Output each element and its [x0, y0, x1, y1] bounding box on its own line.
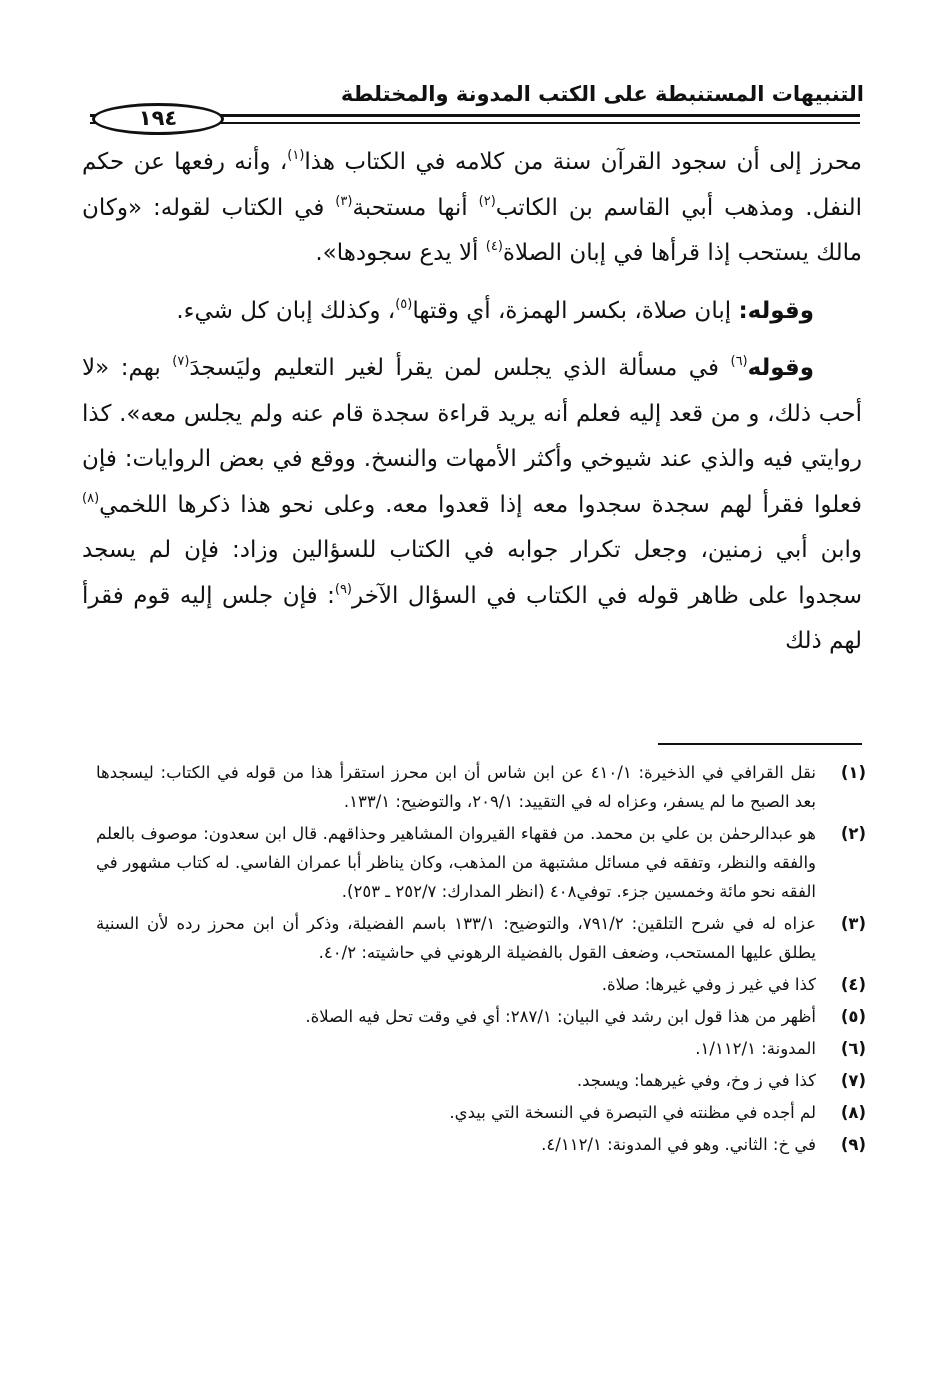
- footnote-ref: (٩): [334, 581, 352, 597]
- footnote-number: (٥): [840, 1007, 866, 1026]
- footnote-number: (٩): [840, 1135, 866, 1154]
- page-number-frame: [92, 103, 224, 135]
- text-run: أنها مستحبة: [352, 194, 479, 221]
- footnote: [96, 758, 866, 816]
- footnote-text: هو عبدالرحمٰن بن علي بن محمد. من فقهاء القيروان المشاهير وحذاقهم. قال ابن سعدون: موصوف بالعلم والفقه والنظر، وتفقه في مسائل مشتبهة من المذهب، وكان يناظر أبا عمران الفاسي. له كتاب مشهور في الفقه نحو مائة وخمسين جزء. توفي٤٠٨ (انظر المدارك: ٢٥٢/٧ ـ ٢٥٣).: [96, 824, 816, 901]
- footnote-text: لم أجده في مظنته في التبصرة في النسخة التي بيدي.: [449, 1103, 816, 1122]
- text-run: وابن أبي زمنين، وجعل تكرار جوابه في الكتاب للسؤالين وزاد: فإن لم يسجد سجدوا على ظاهر قوله في الكتاب في السؤال الآخر: [82, 537, 862, 609]
- footnote: [96, 909, 866, 967]
- lead-word: وقوله: [747, 355, 814, 381]
- paragraph-2: [82, 289, 862, 335]
- footnote: [96, 1130, 866, 1159]
- footnote-number: (٣): [840, 914, 866, 933]
- text-run: : فإن جلس إليه قوم فقرأ لهم ذلك: [82, 582, 862, 654]
- footnote-ref: (٥): [395, 296, 413, 312]
- footnote-ref: (١): [287, 148, 305, 163]
- paragraph-1: [82, 140, 862, 277]
- text-run: محرز إلى أن سجود القرآن سنة من كلامه في الكتاب هذا: [304, 149, 862, 175]
- running-title: التنبيهات المستنبطة على الكتب المدونة والمختلطة: [340, 82, 864, 106]
- lead-word: وقوله:: [738, 297, 814, 324]
- footnote: [96, 1002, 866, 1031]
- text-run: ، وأنه رفعها عن حكم النفل. ومذهب أبي القاسم بن الكاتب: [82, 149, 863, 221]
- text-run: بهم: «لا أحب ذلك، و من قعد إليه فعلم أنه يريد قراءة سجدة قام عنه ولم يجلس معه». كذا روايتي فيه والذي عند شيوخي وأكثر الأمهات والنسخ. ووقع في بعض الروايات: فإن فعلوا فقرأ لهم سجدة سجدوا معه إذا قعدوا معه. وعلى نحو هذا ذكرها اللخمي: [82, 355, 862, 518]
- main-text: [82, 140, 862, 665]
- text-run: في مسألة الذي يجلس لمن يقرأ لغير التعليم وليَسجدَ: [189, 355, 731, 381]
- text-run: ، وكذلك إبان كل شيء.: [176, 297, 396, 324]
- footnote: [96, 1034, 866, 1063]
- footnote-text: أظهر من هذا قول ابن رشد في البيان: ٢٨٧/١: أي في وقت تحل فيه الصلاة.: [305, 1007, 816, 1026]
- footnote-number: (٢): [840, 824, 866, 843]
- footnote-text: كذا في غير ز وفي غيرها: صلاة.: [601, 975, 816, 994]
- page-number: ١٩٤: [138, 106, 178, 130]
- footnote-ref: (٧): [172, 354, 190, 369]
- footnote-text: في خ: الثاني. وهو في المدونة: ٤/١١٢/١.: [541, 1135, 816, 1154]
- footnote-text: كذا في ز وخ، وفي غيرهما: ويسجد.: [576, 1071, 816, 1090]
- footnote-text: المدونة: ١/١١٢/١.: [695, 1039, 816, 1058]
- footnote-ref: (٦): [730, 354, 748, 369]
- footnote-number: (٦): [840, 1039, 866, 1058]
- text-run: ألا يدع سجودها».: [315, 240, 486, 266]
- footnote-text: نقل القرافي في الذخيرة: ٤١٠/١ عن ابن شاس أن ابن محرز استقرأ هذا من قوله في الكتاب: ليسجدها بعد الصبح ما لم يسفر، وعزاه له في التقييد: ٢٠٩/١، والتوضيح: ١٣٣/١.: [96, 763, 816, 811]
- paragraph-3: [82, 346, 862, 665]
- footnote-ref: (٢): [478, 193, 496, 209]
- footnote-number: (٧): [840, 1071, 866, 1090]
- footnote-ref: (٤): [485, 239, 503, 254]
- footnotes: [96, 758, 866, 1162]
- footnote-separator: [658, 743, 862, 745]
- footnote: [96, 1098, 866, 1127]
- footnote-ref: (٨): [82, 490, 100, 506]
- footnote-number: (٨): [840, 1103, 866, 1122]
- footnote: [96, 970, 866, 999]
- footnote: [96, 819, 866, 906]
- footnote-number: (٤): [840, 975, 866, 994]
- footnote-ref: (٣): [335, 193, 353, 209]
- text-run: في الكتاب لقوله: «وكان مالك يستحب إذا قرأها في إبان الصلاة: [82, 194, 862, 266]
- footnote: [96, 1066, 866, 1095]
- footnote-text: عزاه له في شرح التلقين: ٧٩١/٢، والتوضيح: ١٣٣/١ باسم الفضيلة، وذكر أن ابن محرز رده لأن السنية يطلق عليها المستحب، وضعف القول بالفضيلة الرهوني في حاشيته: ٤٠/٢.: [96, 914, 816, 962]
- text-run: إبان صلاة، بكسر الهمزة، أي وقتها: [412, 297, 739, 324]
- footnote-number: (١): [840, 763, 866, 782]
